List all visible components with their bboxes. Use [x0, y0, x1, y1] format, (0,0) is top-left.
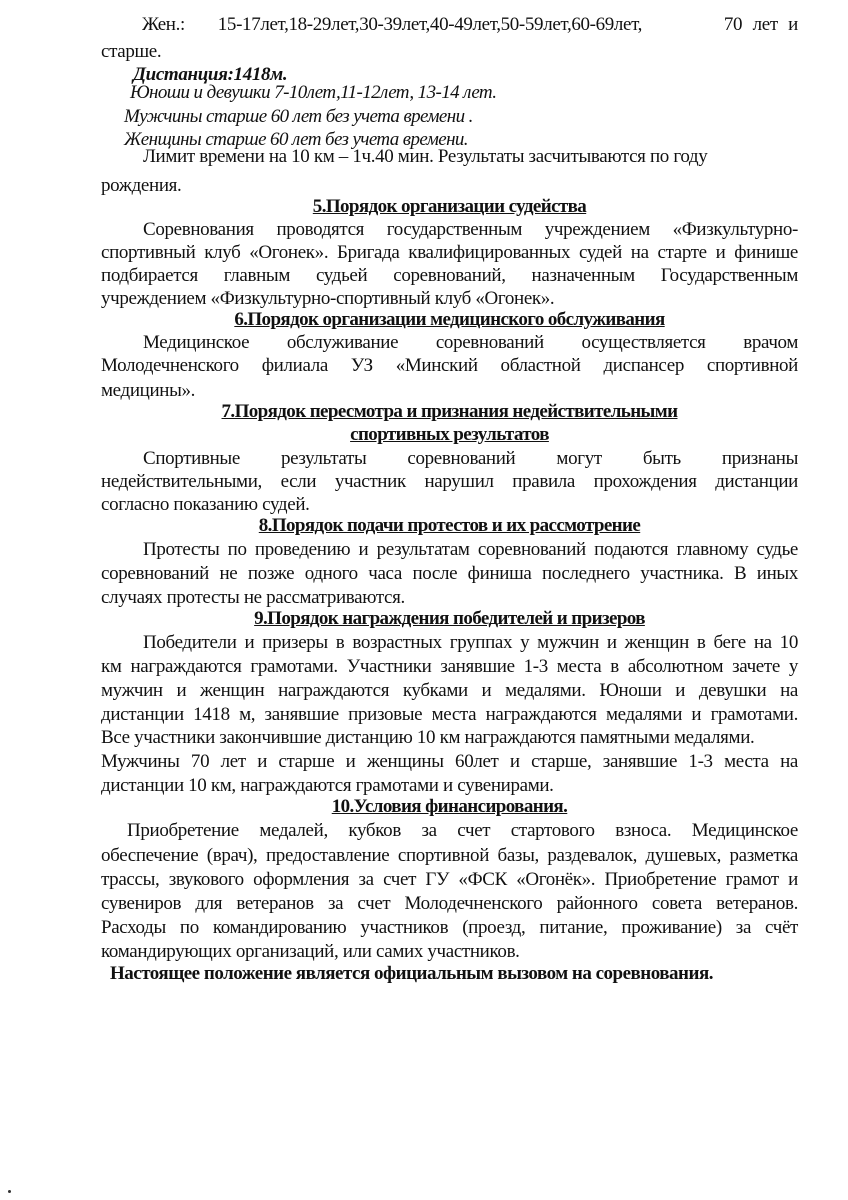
men-over-60: Мужчины старше 60 лет без учета времени .	[124, 106, 473, 127]
youth-groups: Юноши и девушки 7-10лет,11-12лет, 13-14 лет.	[130, 82, 497, 103]
scan-speck	[8, 1190, 11, 1193]
section-10-line-5: Расходы по командированию участников (проезд, питание, проживание) за счёт	[101, 917, 798, 938]
section-heading-10: 10.Условия финансирования.	[331, 796, 568, 817]
section-10-line-6: командирующих организаций, или самих участников.	[101, 941, 520, 962]
women-groups-tail: 70 лет и	[723, 14, 798, 35]
section-10-line-3: трассы, звукового оформления за счет ГУ «ФСК «Огонёк». Приобретение грамот и	[101, 869, 798, 890]
women-age-groups-line	[142, 14, 798, 36]
section-heading-9: 9.Порядок награждения победителей и призеров	[254, 608, 645, 629]
section-9-line-6: Мужчины 70 лет и старше и женщины 60лет и старше, занявшие 1-3 места на	[101, 751, 798, 772]
section-heading-5: 5.Порядок организации судейства	[312, 196, 587, 217]
time-limit-line: Лимит времени на 10 км – 1ч.40 мин. Результаты засчитываются по году	[143, 146, 708, 167]
women-over-60: Женщины старше 60 лет без учета времени.	[124, 129, 468, 150]
section-9-line-5: Все участники закончившие дистанцию 10 км награждаются памятными медалями.	[101, 727, 755, 748]
time-limit-cont: рождения.	[101, 175, 182, 196]
section-heading-6: 6.Порядок организации медицинского обслуживания	[234, 309, 665, 330]
section-9-line-2: км награждаются грамотами. Участники занявшие 1-3 места в абсолютном зачете у	[101, 656, 798, 677]
women-label: Жен.:	[142, 14, 185, 35]
section-7-line-1: Спортивные результаты соревнований могут быть признаны	[143, 448, 798, 469]
section-5-line-2: спортивный клуб «Огонек». Бригада квалифицированных судей на старте и финише	[101, 242, 798, 263]
closing-statement: Настоящее положение является официальным вызовом на соревнования.	[110, 963, 713, 984]
women-groups: 15-17лет,18-29лет,30-39лет,40-49лет,50-59лет,60-69лет,	[217, 14, 643, 35]
section-heading-7-cont: спортивных результатов	[350, 424, 549, 445]
section-5-line-3: подбирается главным судьей соревнований, назначенным Государственным	[101, 265, 798, 286]
section-5-line-1: Соревнования проводятся государственным учреждением «Физкультурно-	[143, 219, 798, 240]
section-heading-8: 8.Порядок подачи протестов и их рассмотрение	[258, 515, 641, 536]
section-8-line-2: соревнований не позже одного часа после финиша последнего участника. В иных	[101, 563, 798, 584]
section-10-line-1: Приобретение медалей, кубков за счет стартового взноса. Медицинское	[127, 820, 798, 841]
section-7-line-3: согласно показанию судей.	[101, 494, 310, 515]
section-9-line-7: дистанции 10 км, награждаются грамотами и сувенирами.	[101, 775, 554, 796]
section-9-line-3: мужчин и женщин награждаются кубками и медалями. Юноши и девушки на	[101, 680, 798, 701]
women-age-groups-cont: старше.	[101, 41, 162, 62]
section-10-line-2: обеспечение (врач), предоставление спортивной базы, раздевалок, душевых, разметка	[101, 845, 798, 866]
section-9-line-4: дистанции 1418 м, занявшие призовые места награждаются медалями и грамотами.	[101, 704, 798, 725]
section-10-line-4: сувениров для ветеранов за счет Молодечненского районного совета ветеранов.	[101, 893, 798, 914]
section-7-line-2: недействительными, если участник нарушил правила прохождения дистанции	[101, 471, 798, 492]
section-heading-7: 7.Порядок пересмотра и признания недействительными	[221, 401, 678, 422]
section-8-line-1: Протесты по проведению и результатам соревнований подаются главному судье	[143, 539, 798, 560]
section-6-line-2: Молодечненского филиала УЗ «Минский областной диспансер спортивной	[101, 355, 798, 376]
section-8-line-3: случаях протесты не рассматриваются.	[101, 587, 405, 608]
section-9-line-1: Победители и призеры в возрастных группах у мужчин и женщин в беге на 10	[143, 632, 798, 653]
section-5-line-4: учреждением «Физкультурно-спортивный клуб «Огонек».	[101, 288, 555, 309]
section-6-line-3: медицины».	[101, 380, 196, 401]
section-6-line-1: Медицинское обслуживание соревнований осуществляется врачом	[143, 332, 798, 353]
distance-title: Дистанция:1418м.	[133, 64, 288, 85]
